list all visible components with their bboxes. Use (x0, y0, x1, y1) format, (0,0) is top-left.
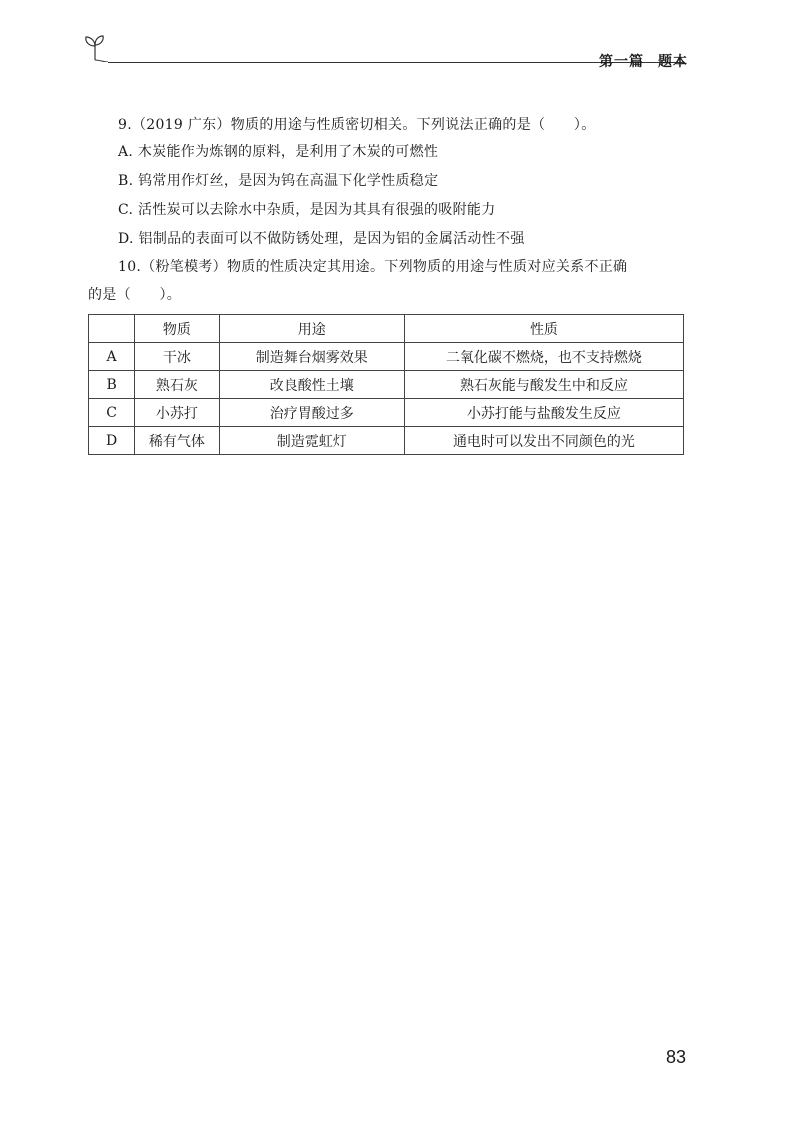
substance-property-table (88, 314, 684, 455)
header-section: 第一篇 (599, 54, 644, 70)
table-cell: 小苏打 (135, 399, 219, 427)
table-cell: 熟石灰能与酸发生中和反应 (404, 371, 683, 399)
question-9-option-c: C. 活性炭可以去除水中杂质，是因为其具有很强的吸附能力 (118, 202, 496, 218)
table-row (89, 371, 684, 399)
question-9-stem: 9.（2019 广东）物质的用途与性质密切相关。下列说法正确的是（ ）。 (118, 117, 596, 133)
sprout-logo-icon (82, 34, 108, 62)
table-cell: 干冰 (135, 343, 219, 371)
question-9-option-b: B. 钨常用作灯丝，是因为钨在高温下化学性质稳定 (118, 173, 439, 189)
table-row (89, 427, 684, 455)
table-row (89, 399, 684, 427)
table-cell: 改良酸性土壤 (219, 371, 404, 399)
table-cell: 治疗胃酸过多 (219, 399, 404, 427)
table-cell: 制造舞台烟雾效果 (219, 343, 404, 371)
question-9-option-a: A. 木炭能作为炼钢的原料，是利用了木炭的可燃性 (118, 144, 439, 160)
table-cell: 稀有气体 (135, 427, 219, 455)
table-header-cell: 物质 (135, 315, 219, 343)
question-10-stem-line-1: 10.（粉笔模考）物质的性质决定其用途。下列物质的用途与性质对应关系不正确 (118, 259, 628, 275)
header-part: 题本 (658, 54, 688, 70)
question-9-option-d: D. 铝制品的表面可以不做防锈处理，是因为铝的金属活动性不强 (118, 231, 525, 247)
table-cell: 小苏打能与盐酸发生反应 (404, 399, 683, 427)
table-cell: A (89, 343, 135, 371)
table-header-cell (89, 315, 135, 343)
table-cell: 熟石灰 (135, 371, 219, 399)
table-header-cell: 用途 (219, 315, 404, 343)
table-cell: 二氧化碳不燃烧，也不支持燃烧 (404, 343, 683, 371)
header-rule (108, 62, 682, 63)
table-cell: 制造霓虹灯 (219, 427, 404, 455)
table-header-row (89, 315, 684, 343)
table-cell: C (89, 399, 135, 427)
question-10-stem-line-2: 的是（ ）。 (88, 287, 182, 303)
running-header (599, 51, 688, 71)
table-row (89, 343, 684, 371)
table-cell: 通电时可以发出不同颜色的光 (404, 427, 683, 455)
table-cell: B (89, 371, 135, 399)
table-cell: D (89, 427, 135, 455)
table-header-cell: 性质 (404, 315, 683, 343)
page-number: 83 (665, 1047, 686, 1067)
